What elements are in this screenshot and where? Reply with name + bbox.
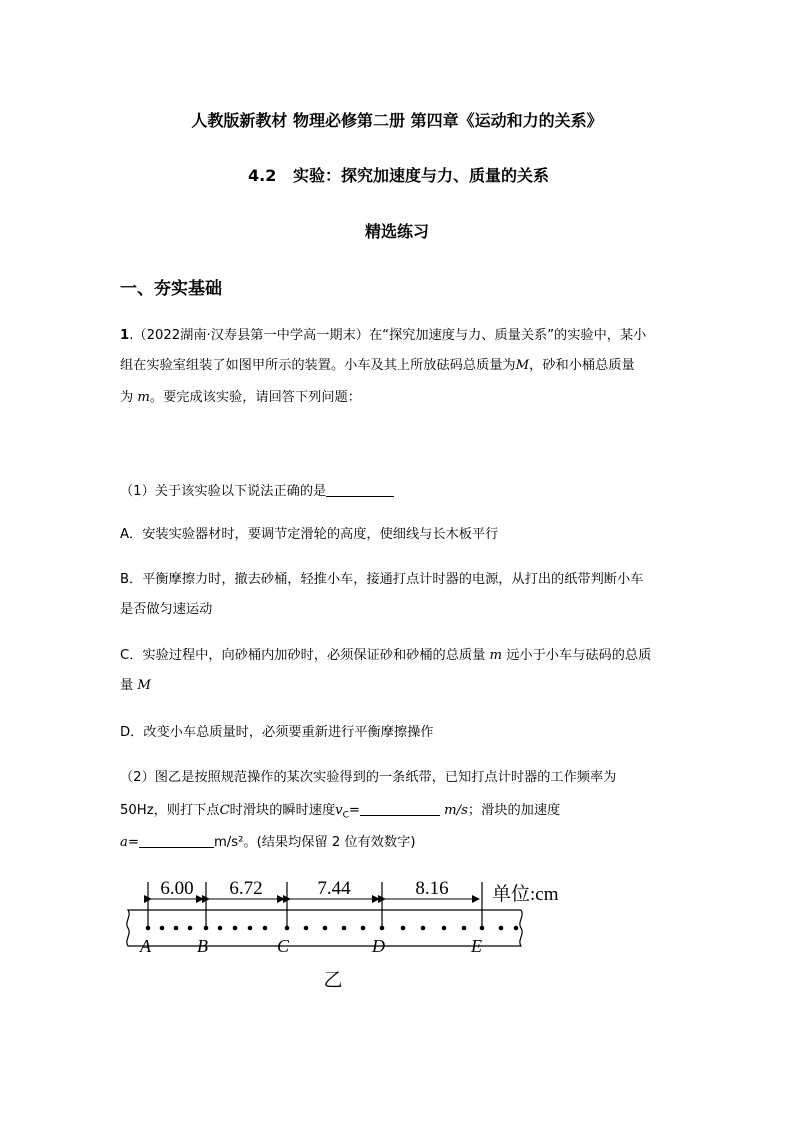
option-b-line-1: B．平衡摩擦力时，撤去砂桶，轻推小车，接通打点计时器的电源，从打出的纸带判断小车 bbox=[120, 572, 644, 587]
option-c-line-2: 量 M bbox=[120, 678, 151, 693]
question-1-line-2: 组在实验室组装了如图甲所示的装置。小车及其上所放砝码总质量为M，砂和小桶总质量 bbox=[120, 358, 635, 373]
segment-cd-length: 7.44 bbox=[317, 878, 351, 899]
tape-dots bbox=[146, 926, 519, 931]
point-c-label: C bbox=[277, 936, 290, 956]
option-a: A．安装实验器材时，要调节定滑轮的高度，使细线与长木板平行 bbox=[120, 527, 499, 542]
question-number: 1 bbox=[120, 328, 130, 343]
var-M: M bbox=[515, 358, 530, 373]
option-c-line-1: C．实验过程中，向砂桶内加砂时，必须保证砂和砂桶的总质量 m 远小于小车与砝码的总质 bbox=[120, 648, 652, 663]
part-2-line-2: 50Hz，则打下点C时滑块的瞬时速度$v_C= m/s$；滑块的加速度 bbox=[120, 803, 561, 821]
part-1-prompt: （1）关于该实验以下说法正确的是 bbox=[120, 482, 394, 501]
question-1-line-3: 为 m。要完成该实验，请回答下列问题： bbox=[120, 390, 361, 405]
exercise-title: 精选练习 bbox=[364, 222, 429, 241]
segment-de-length: 8.16 bbox=[415, 878, 449, 899]
document-title: 人教版新教材 物理必修第二册 第四章《运动和力的关系》 bbox=[191, 111, 603, 130]
part-2-line-3: a= m/s²。(结果均保留 2 位有效数字) bbox=[120, 835, 416, 850]
point-e-label: E bbox=[471, 936, 482, 956]
section-heading: 一、夯实基础 bbox=[120, 279, 222, 299]
segment-ab-length: 6.00 bbox=[160, 878, 194, 899]
paper-tape-figure bbox=[120, 870, 590, 995]
figure-caption: 乙 bbox=[323, 969, 343, 991]
var-m: m bbox=[137, 390, 150, 405]
point-d-label: D bbox=[372, 936, 385, 956]
unit-label: 单位:cm bbox=[492, 884, 559, 905]
answer-blank-vc[interactable] bbox=[360, 801, 440, 816]
part-2-line-1: （2）图乙是按照规范操作的某次实验得到的一条纸带，已知打点计时器的工作频率为 bbox=[120, 770, 617, 785]
point-a-label: A bbox=[140, 936, 151, 956]
answer-blank-1[interactable] bbox=[326, 482, 394, 497]
section-title: 4.2 实验：探究加速度与力、质量的关系 bbox=[248, 166, 550, 185]
option-b-line-2: 是否做匀速运动 bbox=[120, 602, 213, 617]
velocity-symbol: v bbox=[335, 803, 343, 818]
question-1-line-1: 1.（2022湖南·汉寿县第一中学高一期末）在“探究加速度与力、质量关系”的实验中，某小 bbox=[120, 328, 647, 343]
segment-bc-length: 6.72 bbox=[229, 878, 263, 899]
point-b-label: B bbox=[197, 936, 208, 956]
answer-blank-a[interactable] bbox=[139, 833, 214, 848]
option-d: D．改变小车总质量时，必须要重新进行平衡摩擦操作 bbox=[120, 725, 434, 740]
question-source: .（2022湖南·汉寿县第一中学高一期末） bbox=[129, 328, 369, 343]
